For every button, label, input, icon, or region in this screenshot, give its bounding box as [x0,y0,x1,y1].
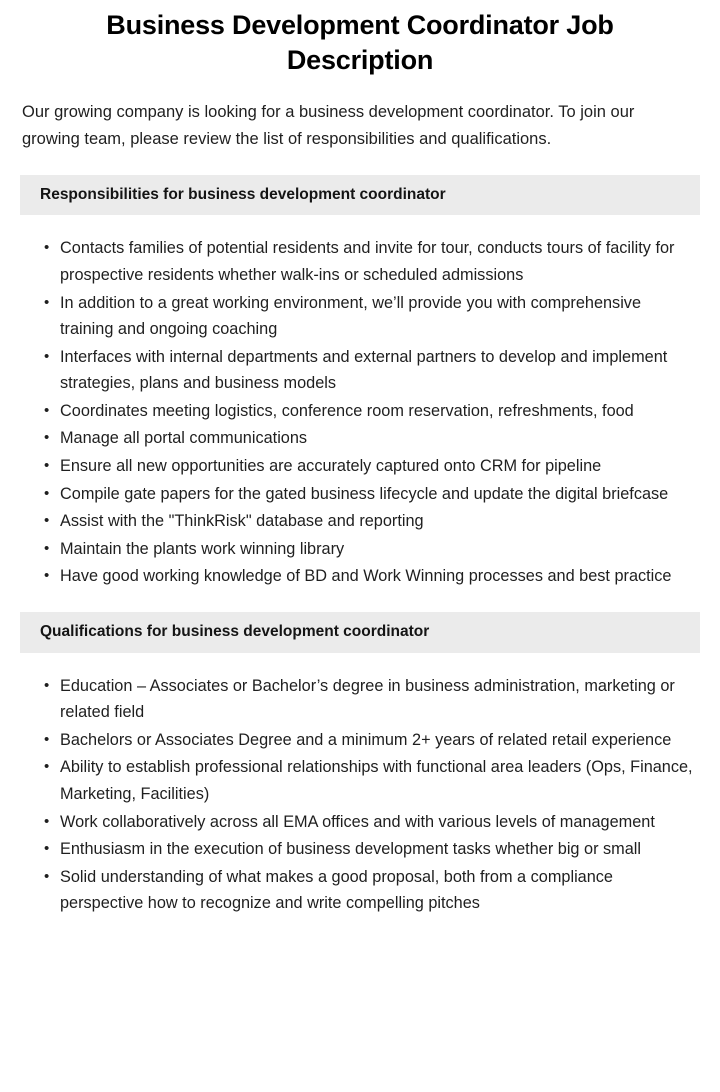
list-item: • Maintain the plants work winning library [44,536,698,563]
list-item: • Compile gate papers for the gated business lifecycle and update the digital briefcase [44,481,698,508]
list-item: • Assist with the "ThinkRisk" database and reporting [44,508,698,535]
list-item: • Ability to establish professional relationships with functional area leaders (Ops, Finance, Marketing, Facilities) [44,754,698,807]
page-title: Business Development Coordinator Job Description [106,10,614,75]
intro-paragraph: Our growing company is looking for a business development coordinator. To join our growing team, please review the list of responsibilities and qualifications. [22,103,635,148]
qualifications-list [0,653,720,917]
section-heading-responsibilities: Responsibilities for business development coordinator [20,175,700,216]
list-item: • Solid understanding of what makes a good proposal, both from a compliance perspective how to recognize and write compelling pitches [44,864,698,917]
list-item: • Contacts families of potential residents and invite for tour, conducts tours of facility for prospective residents whether walk-ins or scheduled admissions [44,235,698,288]
list-item: • In addition to a great working environment, we’ll provide you with comprehensive training and ongoing coaching [44,290,698,343]
section-heading-qualifications: Qualifications for business development coordinator [20,612,700,653]
list-item: • Ensure all new opportunities are accurately captured onto CRM for pipeline [44,453,698,480]
list-item: • Enthusiasm in the execution of business development tasks whether big or small [44,836,698,863]
list-item: • Manage all portal communications [44,425,698,452]
list-item: • Bachelors or Associates Degree and a minimum 2+ years of related retail experience [44,727,698,754]
section-responsibilities [0,175,720,590]
list-item: • Work collaboratively across all EMA offices and with various levels of management [44,809,698,836]
list-item: • Education – Associates or Bachelor’s degree in business administration, marketing or related field [44,673,698,726]
list-item: • Interfaces with internal departments and external partners to develop and implement strategies, plans and business models [44,344,698,397]
section-qualifications [0,612,720,917]
list-item: • Have good working knowledge of BD and Work Winning processes and best practice [44,563,698,590]
responsibilities-list [0,215,720,589]
list-item: • Coordinates meeting logistics, conference room reservation, refreshments, food [44,398,698,425]
